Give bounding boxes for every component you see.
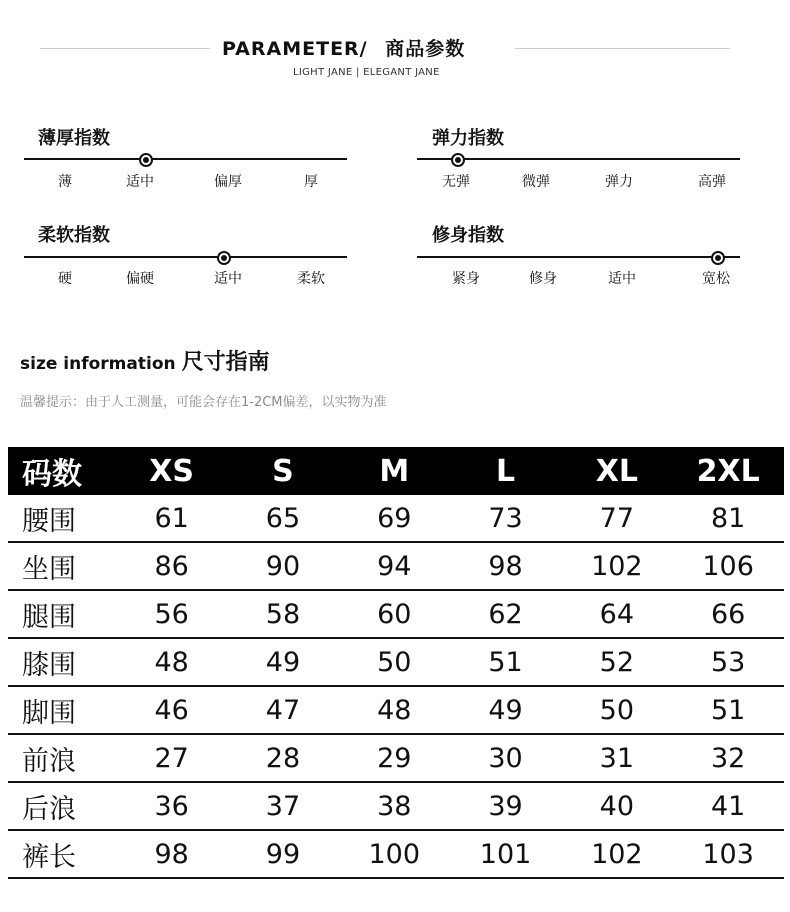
table-header-cell: L <box>495 453 516 489</box>
table-cell: 37 <box>265 790 301 822</box>
table-cell: 56 <box>154 598 189 630</box>
parameter-title: 柔软指数 <box>38 225 110 246</box>
table-cell: 49 <box>265 646 301 678</box>
parameter-option: 柔软 <box>297 271 325 287</box>
table-cell: 27 <box>154 742 189 774</box>
table-cell: 51 <box>488 646 523 678</box>
table-cell: 64 <box>599 598 635 630</box>
parameter-track <box>417 256 740 258</box>
parameter-option: 无弹 <box>442 174 470 190</box>
table-cell: 101 <box>479 838 532 870</box>
table-cell: 49 <box>488 694 523 726</box>
table-row <box>8 639 784 687</box>
table-cell: 98 <box>488 550 523 582</box>
table-row-label: 后浪 <box>22 793 76 825</box>
table-cell: 48 <box>154 646 189 678</box>
parameter-title: 弹力指数 <box>432 128 504 149</box>
table-cell: 52 <box>599 646 635 678</box>
table-row-label: 裤长 <box>22 841 76 873</box>
table-row <box>8 495 784 543</box>
table-cell: 36 <box>154 790 189 822</box>
parameter-track <box>24 158 347 160</box>
parameter-option: 偏硬 <box>126 271 154 287</box>
table-cell: 100 <box>368 838 421 870</box>
table-row <box>8 591 784 639</box>
table-cell: 77 <box>599 502 635 534</box>
header-subtitle: LIGHT JANE | ELEGANT JANE <box>293 67 440 78</box>
table-cell: 103 <box>702 838 754 870</box>
table-row-label: 前浪 <box>22 745 76 777</box>
header-rule-right <box>515 48 730 49</box>
size-heading <box>20 345 270 376</box>
header-title-en: PARAMETER/ <box>222 38 368 60</box>
table-cell: 30 <box>488 742 523 774</box>
table-cell: 47 <box>265 694 301 726</box>
table-header-cell: S <box>272 453 294 489</box>
header-rule-left <box>40 48 210 49</box>
table-cell: 28 <box>265 742 301 774</box>
parameter-option: 适中 <box>214 271 242 287</box>
parameter-option: 适中 <box>608 271 636 287</box>
parameter-option: 硬 <box>58 271 72 287</box>
table-cell: 60 <box>377 598 412 630</box>
table-cell: 38 <box>377 790 412 822</box>
parameter-option: 厚 <box>304 174 318 190</box>
table-row-label: 腿围 <box>22 601 76 633</box>
table-header-cell: XS <box>149 453 195 489</box>
table-row-label: 坐围 <box>22 553 76 585</box>
parameter-option: 薄 <box>58 174 72 190</box>
table-header-cell: M <box>379 453 410 489</box>
table-cell: 61 <box>154 502 189 534</box>
table-cell: 51 <box>710 694 746 726</box>
table-cell: 46 <box>154 694 189 726</box>
table-cell: 66 <box>710 598 746 630</box>
parameter-option: 紧身 <box>452 271 480 287</box>
parameter-title: 修身指数 <box>432 225 504 246</box>
table-cell: 102 <box>591 838 643 870</box>
table-cell: 86 <box>154 550 189 582</box>
table-cell: 31 <box>599 742 635 774</box>
parameter-option: 修身 <box>529 271 557 287</box>
parameter-title: 薄厚指数 <box>38 128 110 149</box>
table-cell: 58 <box>265 598 301 630</box>
parameter-option: 偏厚 <box>214 174 242 190</box>
parameter-option: 适中 <box>126 174 154 190</box>
parameter-marker <box>217 251 231 265</box>
header-title <box>222 34 465 61</box>
parameter-marker <box>139 153 153 167</box>
table-row-label: 腰围 <box>22 505 76 537</box>
table-cell: 29 <box>377 742 412 774</box>
parameter-marker <box>711 251 725 265</box>
table-cell: 50 <box>377 646 412 678</box>
table-row <box>8 831 784 879</box>
table-cell: 90 <box>265 550 301 582</box>
table-row <box>8 543 784 591</box>
table-row <box>8 687 784 735</box>
table-cell: 106 <box>702 550 754 582</box>
table-header-row <box>8 447 784 495</box>
table-cell: 69 <box>377 502 412 534</box>
table-header-cell: XL <box>595 453 638 489</box>
table-cell: 94 <box>377 550 412 582</box>
table-cell: 81 <box>710 502 746 534</box>
measurement-note: 温馨提示：由于人工测量，可能会存在1-2CM偏差，以实物为准 <box>20 395 387 410</box>
table-row <box>8 735 784 783</box>
table-row-label: 脚围 <box>22 697 76 729</box>
size-table <box>8 447 784 879</box>
table-cell: 99 <box>265 838 301 870</box>
table-cell: 48 <box>377 694 412 726</box>
table-cell: 62 <box>488 598 523 630</box>
table-cell: 102 <box>591 550 643 582</box>
table-row-label: 膝围 <box>22 649 76 681</box>
table-header-cell: 码数 <box>22 457 82 492</box>
table-cell: 65 <box>265 502 301 534</box>
table-header-cell: 2XL <box>696 453 760 489</box>
parameter-track <box>417 158 740 160</box>
parameter-option: 微弹 <box>522 174 550 190</box>
parameter-marker <box>451 153 465 167</box>
table-cell: 40 <box>599 790 635 822</box>
parameter-option: 高弹 <box>698 174 726 190</box>
parameter-track <box>24 256 347 258</box>
table-cell: 41 <box>710 790 746 822</box>
table-cell: 32 <box>710 742 746 774</box>
size-heading-zh: 尺寸指南 <box>181 350 270 375</box>
table-cell: 50 <box>599 694 635 726</box>
parameter-option: 宽松 <box>702 271 730 287</box>
table-row <box>8 783 784 831</box>
table-cell: 39 <box>488 790 523 822</box>
table-cell: 73 <box>488 502 523 534</box>
header-title-zh: 商品参数 <box>385 38 466 60</box>
table-cell: 53 <box>710 646 746 678</box>
parameter-option: 弹力 <box>605 174 633 190</box>
size-heading-en: size information <box>20 354 176 374</box>
table-cell: 98 <box>154 838 189 870</box>
